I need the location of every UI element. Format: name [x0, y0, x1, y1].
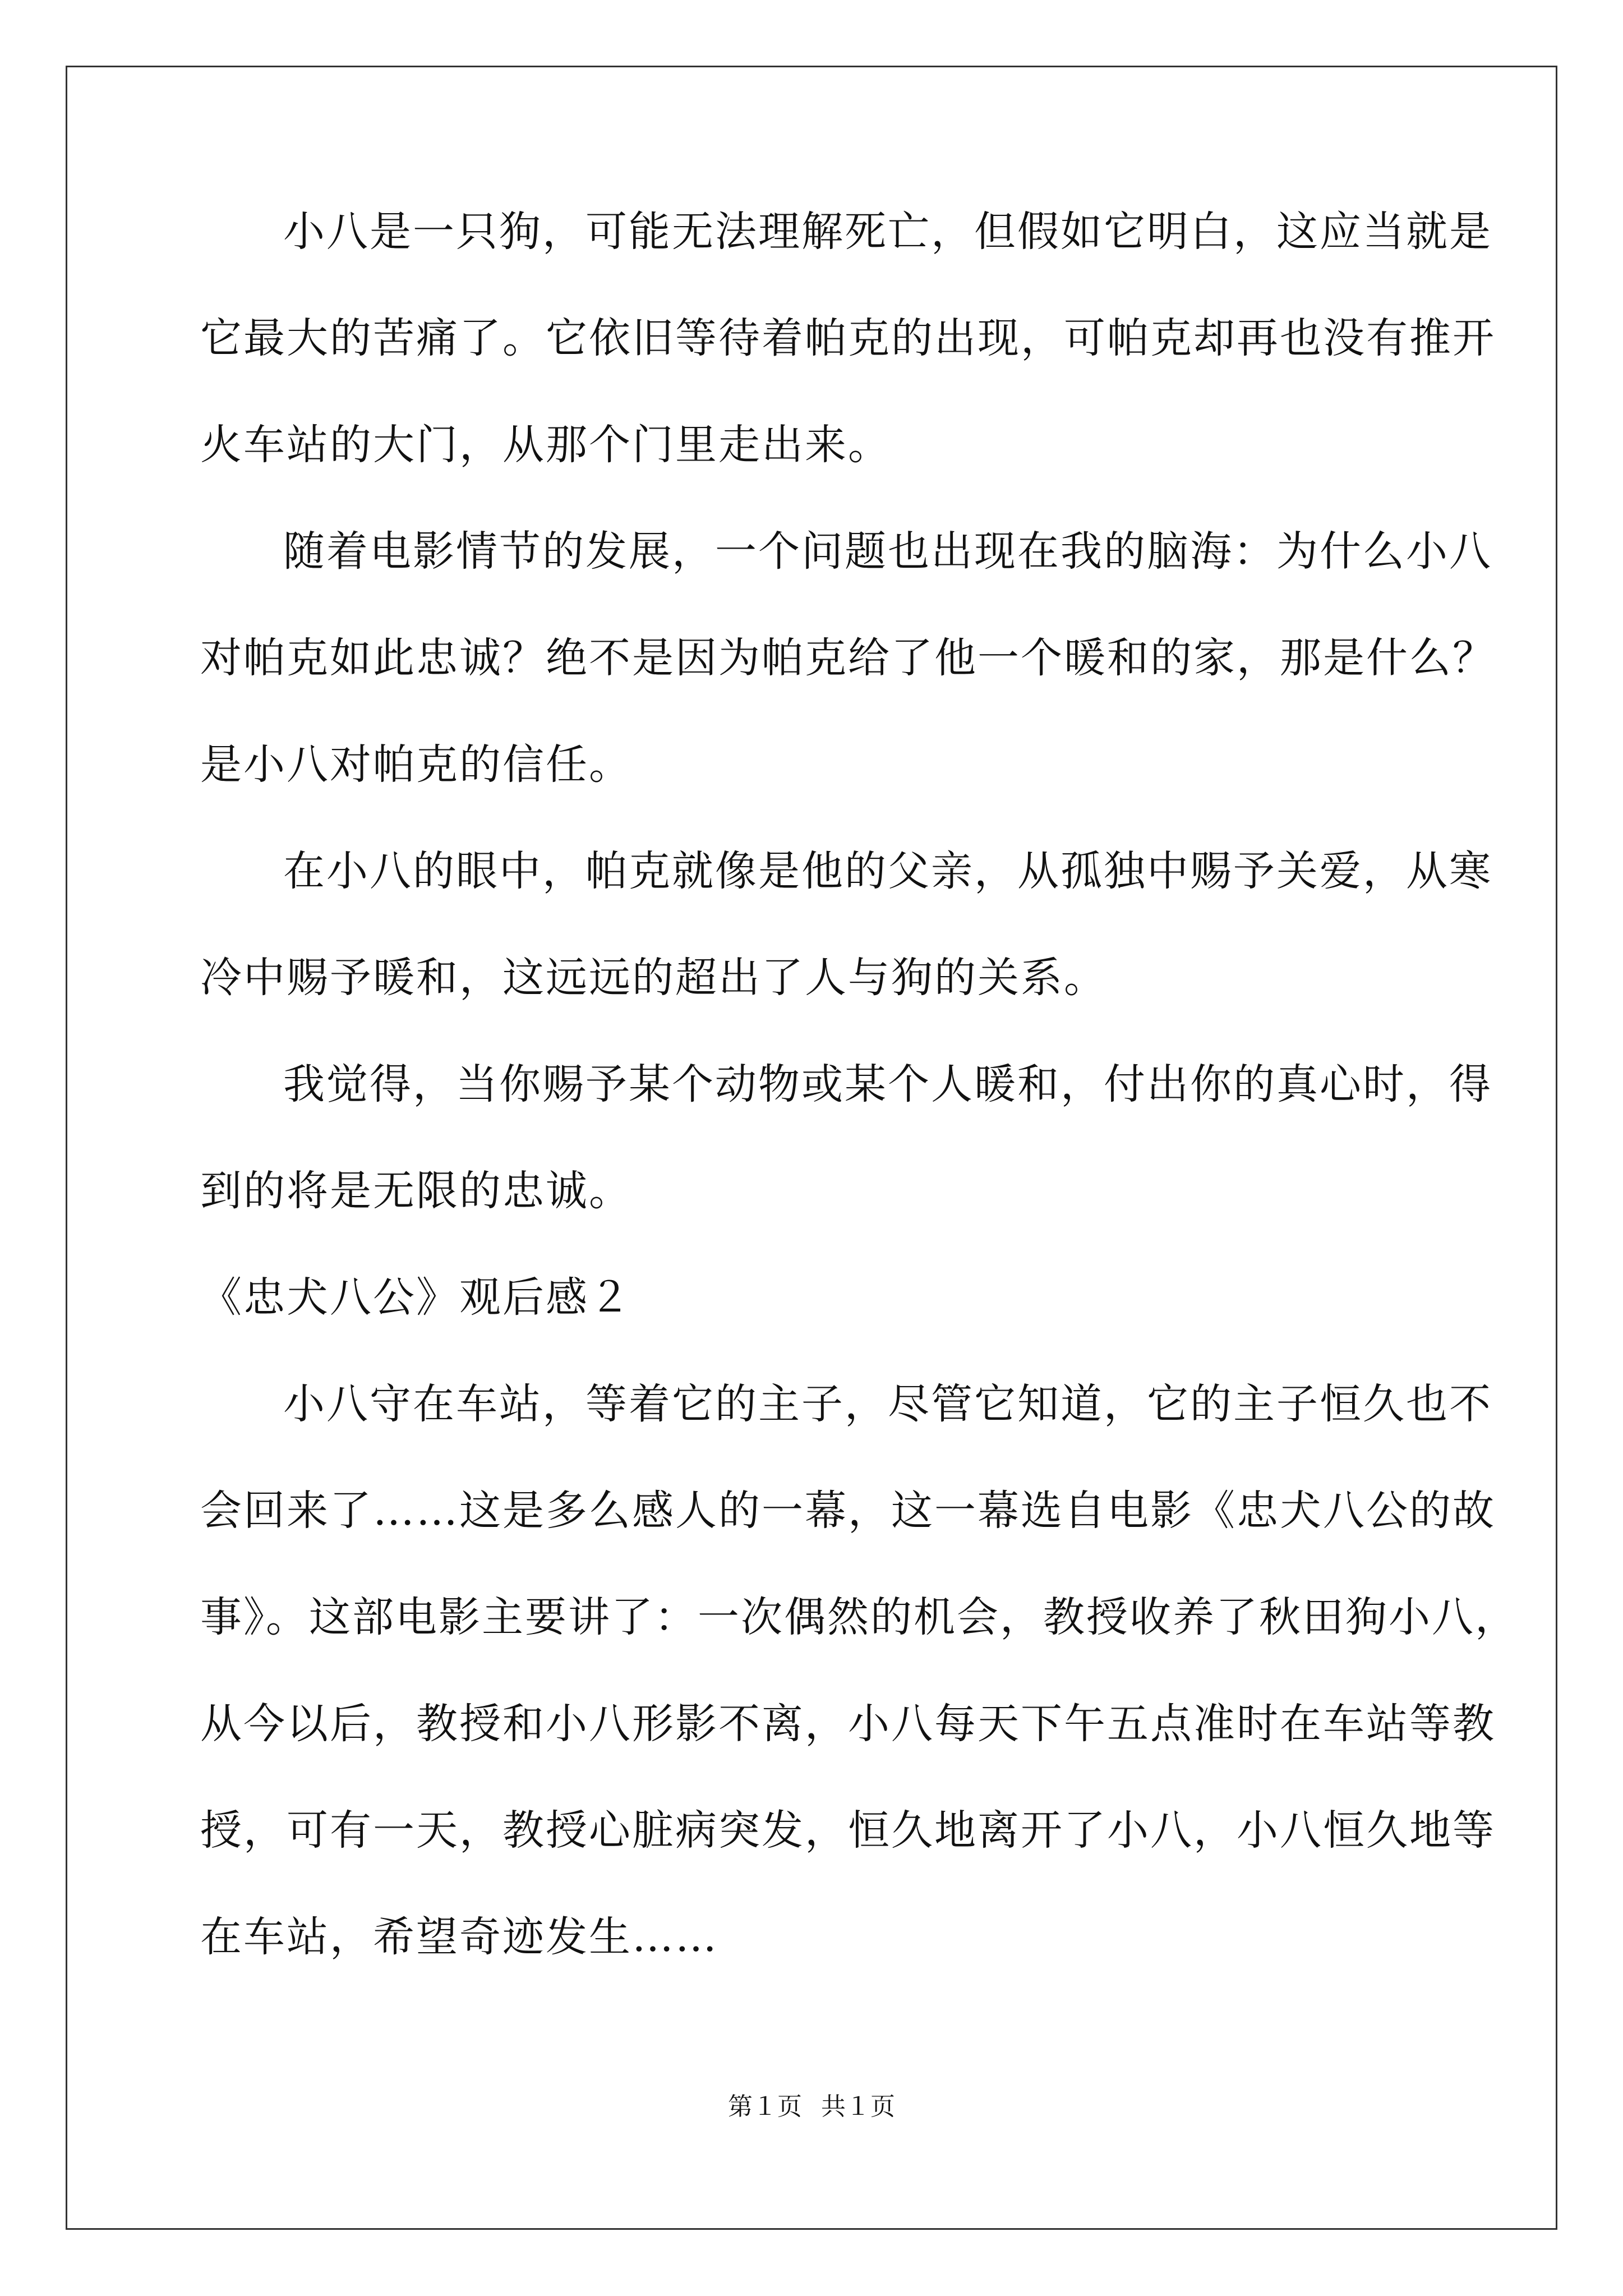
page-number-current: 第１页	[728, 2092, 802, 2121]
paragraph-4-line-1: 我觉得，当你赐予某个动物或某个人暖和，付出你的真心时，得	[283, 1060, 1492, 1108]
paragraph-3-line-2: 冷中赐予暖和，这远远的超出了人与狗的关系。	[200, 954, 1107, 1002]
paragraph-5-line-6: 在车站，希望奇迹发生……	[200, 1913, 718, 1961]
paragraph-2-line-1: 随着电影情节的发展，一个问题也出现在我的脑海：为什么小八	[283, 527, 1492, 576]
paragraph-4-line-2: 到的将是无限的忠诚。	[200, 1167, 632, 1215]
page-border	[66, 66, 1557, 2230]
section-heading: 《忠犬八公》观后感２	[200, 1273, 632, 1322]
paragraph-5-line-2: 会回来了……这是多么感人的一幕，这一幕选自电影《忠犬八公的故	[200, 1487, 1496, 1535]
paragraph-1-line-2: 它最大的苦痛了。它依旧等待着帕克的出现，可帕克却再也没有推开	[200, 314, 1496, 362]
paragraph-5-line-5: 授，可有一天，教授心脏病突发，恒久地离开了小八，小八恒久地等	[200, 1806, 1496, 1855]
page-footer	[0, 2091, 1623, 2123]
paragraph-1-line-1: 小八是一只狗，可能无法理解死亡，但假如它明白，这应当就是	[283, 208, 1492, 256]
paragraph-5-line-1: 小八守在车站，等着它的主子，尽管它知道，它的主子恒久也不	[283, 1380, 1492, 1428]
paragraph-3-line-1: 在小八的眼中，帕克就像是他的父亲，从孤独中赐予关爱，从寒	[283, 847, 1492, 895]
paragraph-2-line-3: 是小八对帕克的信任。	[200, 740, 632, 789]
paragraph-5-line-3: 事》。这部电影主要讲了：一次偶然的机会，教授收养了秋田狗小八，	[200, 1593, 1518, 1641]
paragraph-1-line-3: 火车站的大门，从那个门里走出来。	[200, 421, 891, 469]
paragraph-2-line-2: 对帕克如此忠诚？绝不是因为帕克给了他一个暖和的家，那是什么？	[200, 634, 1496, 682]
paragraph-5-line-4: 从今以后，教授和小八形影不离，小八每天下午五点准时在车站等教	[200, 1700, 1496, 1748]
page-number-total: 共１页	[821, 2092, 895, 2121]
